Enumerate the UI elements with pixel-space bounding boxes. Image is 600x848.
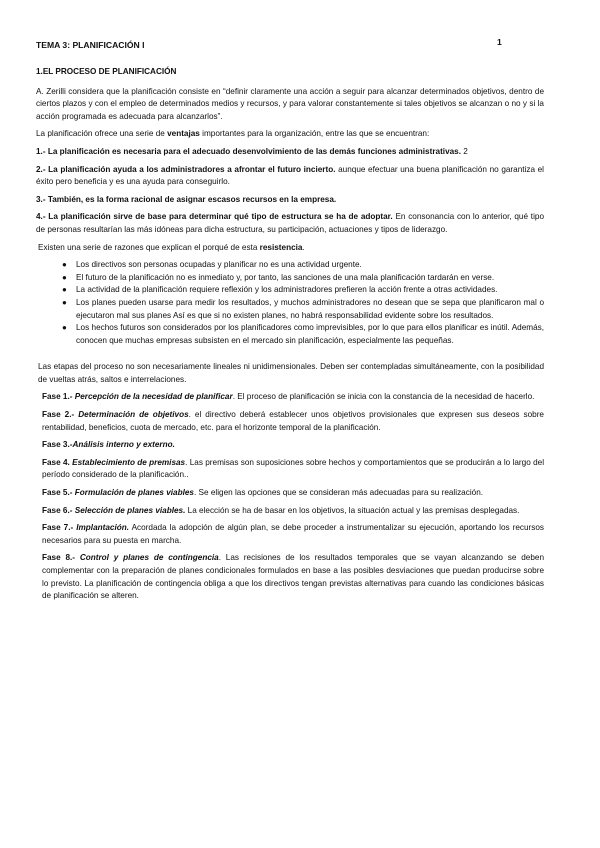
fase-item: Fase 7.- Implantación. Acordada la adopción de algún plan, se debe proceder a instrumentalizar su ejecución, aportando los recursos necesarios para su puesta en marcha. [42, 523, 544, 545]
resistencia-intro: Existen una serie de razones que explican el porqué de esta resistencia. [38, 242, 305, 252]
definition-paragraph: A. Zerilli considera que la planificación consiste en “definir claramente una acción a seguir para alcanzar determinados objetivos, dentro de ciertos plazos y con el empleo de determinados medios y recursos, y para valorar constantemente si tales objetivos se alcanzan o no y si la acción programada es adecuada para alcanzarlos”. [36, 86, 544, 121]
list-item: ● Los hechos futuros son considerados por los planificadores como imprevisibles, por lo que para ellos planificar es inútil. Además, conocen que muchas empresas subsisten en el mercado sin planificación, especialmente las pequeñas. [62, 323, 544, 345]
fase-item: Fase 3.-Análisis interno y externo. [42, 440, 175, 450]
bullet-icon: ● [62, 297, 67, 307]
page-number: 1 [497, 37, 502, 47]
bullet-icon: ● [62, 323, 67, 333]
section-heading: 1.EL PROCESO DE PLANIFICACIÓN [36, 67, 177, 76]
list-item: ● El futuro de la planificación no es inmediato y, por tanto, las sanciones de una mala planificación tardarán en verse. [76, 272, 544, 285]
fase-item: Fase 4. Establecimiento de premisas. Las premisas son suposiciones sobre hechos y comportamientos que se producirán a lo largo del período considerado de la planificación.. [42, 457, 545, 480]
bullet-icon: ● [62, 272, 67, 282]
etapas-paragraph: Las etapas del proceso no son necesariamente lineales ni unidimensionales. Deben ser contempladas simultáneamente, con la posibilidad de vueltas atrás, saltos e interrelaciones. [38, 362, 544, 384]
fase-item: Fase 8.- Control y planes de contingencia. Las recisiones de los resultados temporales que se vayan alcanzando se deben complementar con la preparación de planes condicionales formulados en base a las posibles desviaciones que puedan producirse sobre lo previsto. La planificación de contingencia obliga a que los directivos tengan previstas alternativas para cuando las condiciones básicas de planificación se alteren. [42, 553, 544, 601]
fase-item: Fase 2.- Determinación de objetivos. el directivo deberá establecer unos objetivos provisionales que expresen sus deseos sobre rentabilidad, beneficios, cuota de mercado, etc. para el horizonte temporal de la planificación. [42, 410, 544, 432]
bullet-icon: ● [62, 260, 67, 270]
ventaja-item: 2.- La planificación ayuda a los administradores a afrontar el futuro incierto. aunque efectuar una buena planificación no garantiza el éxito pero beneficia y es una ayuda para conseguirlo. [36, 164, 544, 187]
document-title: TEMA 3: PLANIFICACIÓN I [36, 40, 145, 50]
fase-item: Fase 5.- Formulación de planes viables. Se eligen las opciones que se consideran más adecuadas para su realización. [42, 488, 484, 498]
list-item: ● La actividad de la planificación requiere reflexión y los administradores prefieren la acción frente a otras actividades. [76, 284, 544, 297]
razones-list [36, 259, 544, 347]
ventaja-item: 3.- También, es la forma racional de asignar escasos recursos en la empresa. [36, 194, 337, 204]
fase-item: Fase 6.- Selección de planes viables. La elección se ha de basar en los objetivos, la situación actual y las premisas desplegadas. [42, 505, 520, 515]
ventaja-item: 4.- La planificación sirve de base para determinar qué tipo de estructura se ha de adoptar. En consonancia con lo anterior, qué tipo de personas resultarían las más idóneas para dicha estructura, su participación, actuaciones y tipos de liderazgo. [36, 212, 544, 234]
document-body [36, 66, 544, 608]
bullet-icon: ● [62, 285, 67, 295]
list-item: ● Los directivos son personas ocupadas y planificar no es una actividad urgente. [76, 259, 544, 272]
ventaja-item: 1.- La planificación es necesaria para el adecuado desenvolvimiento de las demás funciones administrativas. 2 [36, 146, 468, 156]
ventajas-intro: La planificación ofrece una serie de ventajas importantes para la organización, entre las que se encuentran: [36, 129, 430, 139]
fase-item: Fase 1.- Percepción de la necesidad de planificar. El proceso de planificación se inicia con la constancia de la necesidad de hacerlo. [42, 392, 535, 402]
list-item: ● Los planes pueden usarse para medir los resultados, y muchos administradores no desean que se sepa que planificaron mal o ejecutaron mal sus planes Así es que si no existen planes, no habrá responsabilidad evidente sobre los resultados. [62, 297, 544, 320]
